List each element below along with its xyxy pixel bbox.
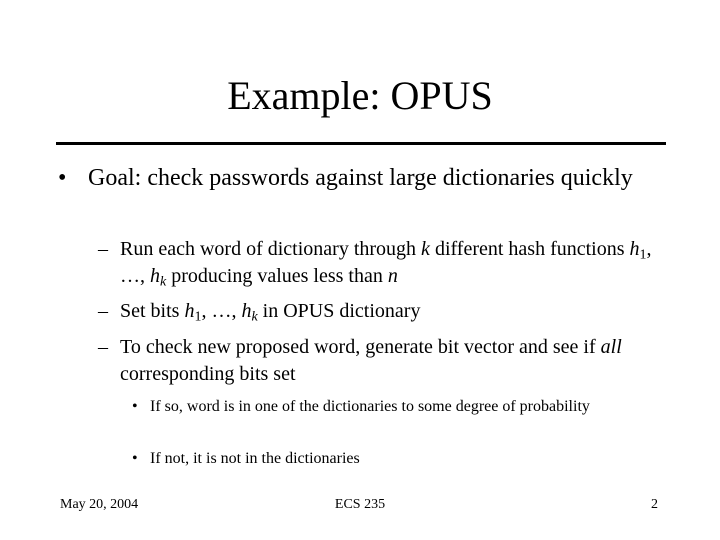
footer-date: May 20, 2004 [60, 497, 139, 512]
footer-course: ECS 235 [334, 497, 386, 512]
dash-marker: – [98, 300, 108, 322]
sub-bullet-text: Run each word of dictionary through k different hash functions $h_1$, …, $h_k$ producing values less than n [120, 238, 652, 290]
bullet-text: Goal: check passwords against large dictionaries quickly [88, 165, 633, 191]
bullet-marker: • [132, 450, 138, 467]
dash-marker: – [98, 238, 108, 260]
sub-bullet-text: To check new proposed word, generate bit vector and see if all corresponding bits set [120, 336, 622, 385]
sub-bullet-text: Set bits $h_1$, …, $h_k$ in OPUS dictionary [120, 300, 421, 325]
title-divider [56, 142, 666, 145]
bullet-marker: • [132, 398, 138, 415]
dash-marker: – [98, 336, 108, 358]
sub-sub-bullet-text: If so, word is in one of the dictionaries to some degree of probability [150, 398, 590, 415]
sub-sub-bullet-text: If not, it is not in the dictionaries [150, 450, 360, 467]
bullet-marker: • [58, 165, 67, 191]
slide-title: Example: OPUS [227, 73, 493, 118]
footer-page-number: 2 [651, 497, 658, 512]
